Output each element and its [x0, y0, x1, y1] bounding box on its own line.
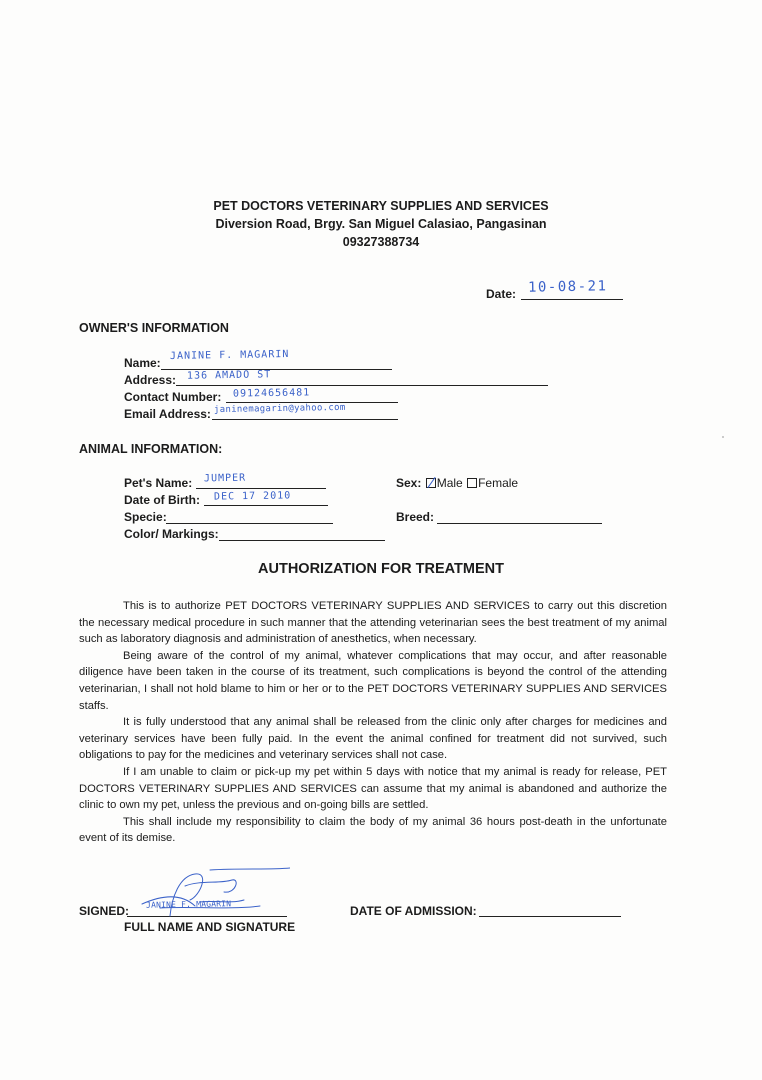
owner-contact-value: 09124656481 — [232, 387, 311, 400]
owner-email-label: Email Address: — [124, 407, 211, 421]
authorization-title: AUTHORIZATION FOR TREATMENT — [258, 561, 504, 577]
owner-heading: OWNER'S INFORMATION — [79, 321, 229, 335]
date-of-admission-label: DATE OF ADMISSION: — [350, 904, 477, 918]
sex-male-checkbox[interactable] — [426, 478, 436, 488]
company-name: PET DOCTORS VETERINARY SUPPLIES AND SERVICES — [213, 199, 549, 213]
color-markings-line — [219, 540, 385, 541]
authorization-paragraph-4: If I am unable to claim or pick-up my pet within 5 days with notice that my animal is ready for release, PET DOCTORS VETERINARY SUPPLIES AND SERVICES can assume that my animal is abandoned and authorize the clinic to own my pet, unless the previous and on-going bills are settled. — [79, 765, 667, 812]
pet-name-label: Pet's Name: — [124, 476, 193, 490]
owner-address-value: 136 AMADO ST — [186, 369, 272, 382]
dob-label: Date of Birth: — [124, 493, 200, 507]
signed-label: SIGNED: — [79, 904, 130, 918]
authorization-paragraph-1: This is to authorize PET DOCTORS VETERINARY SUPPLIES AND SERVICES to carry out this discretion the necessary medical procedure in such manner that the attending veterinarian sees the best treatment of my animal such as laboratory diagnosis and administration of anesthetics, when necessary. — [79, 600, 667, 646]
company-address: Diversion Road, Brgy. San Miguel Calasiao, Pangasinan — [215, 217, 547, 231]
sex-female-checkbox[interactable] — [467, 478, 477, 488]
dob-value: DEC 17 2010 — [213, 490, 292, 503]
sex-label: Sex: — [396, 476, 422, 490]
date-line — [521, 299, 623, 300]
authorization-body — [79, 598, 667, 847]
signature-scribble — [140, 866, 290, 918]
animal-heading: ANIMAL INFORMATION: — [79, 442, 223, 456]
specie-line — [166, 523, 333, 524]
sex-female-label: Female — [478, 476, 519, 490]
sex-field — [396, 476, 518, 490]
paper-speck — [722, 436, 724, 438]
owner-contact-label: Contact Number: — [124, 390, 222, 404]
letterhead — [0, 197, 762, 251]
date-of-admission-line — [479, 916, 621, 917]
company-phone: 09327388734 — [342, 235, 420, 249]
owner-email-line — [212, 419, 398, 420]
breed-line — [437, 523, 602, 524]
authorization-paragraph-5: This shall include my responsibility to claim the body of my animal 36 hours post-death in the unfortunate event of its demise. — [79, 815, 667, 845]
date-label: Date: — [486, 287, 517, 301]
owner-email-value: janinemagarin@yahoo.com — [213, 402, 346, 416]
color-markings-label: Color/ Markings: — [124, 527, 219, 541]
authorization-paragraph-2: Being aware of the control of my animal, whatever complications that may occur, and after reasonable diligence have been taken in the course of its treatment, such complications is beyond the control of the attending veterinarian, I shall not hold blame to him or her or to the PET DOCTORS VETERINARY SUPPLIES AND SERVICES staffs. — [79, 649, 667, 712]
date-value: 10-08-21 — [527, 278, 608, 296]
specie-label: Specie: — [124, 510, 167, 524]
sex-male-label: Male — [436, 476, 463, 490]
signature-name: JANINE F. MAGARIN — [145, 899, 232, 910]
dob-line — [204, 505, 328, 506]
pet-name-line — [196, 488, 326, 489]
owner-name-value: JANINE F. MAGARIN — [169, 348, 290, 363]
pet-name-value: JUMPER — [203, 472, 247, 485]
signature-caption: FULL NAME AND SIGNATURE — [124, 920, 296, 934]
owner-address-line — [176, 385, 548, 386]
authorization-paragraph-3: It is fully understood that any animal shall be released from the clinic only after charges for medicines and veterinary services have been fully paid. In the event the animal confined for treatment did not survived, such obligations to pay for the medicines and veterinary services shall not case. — [79, 716, 667, 762]
owner-address-label: Address: — [124, 373, 177, 387]
owner-name-label: Name: — [124, 356, 161, 370]
breed-label: Breed: — [396, 510, 435, 524]
